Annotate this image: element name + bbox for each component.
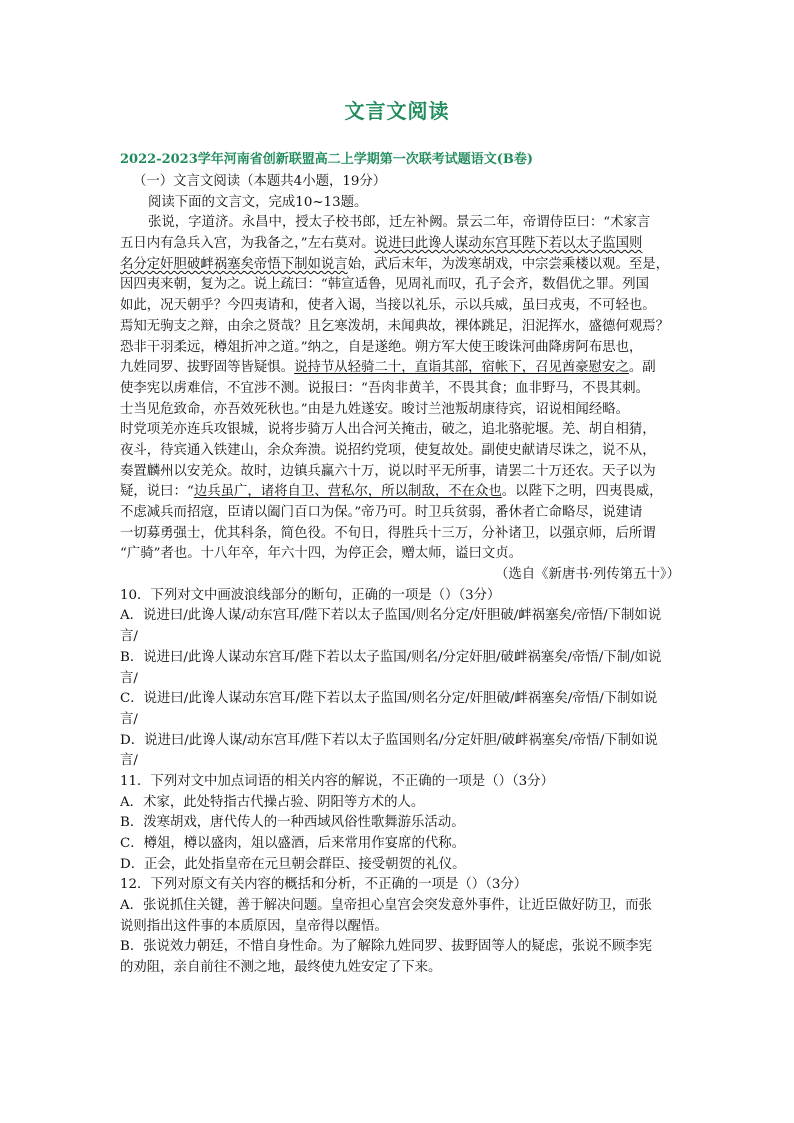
option-12-b-cont: 的劝阻，亲自前往不测之地，最终使九姓安定了下来。 (120, 960, 442, 976)
option-11-a: A．术家，此处特指古代操占验、阴阳等方术的人。 (120, 794, 425, 810)
option-10-b-cont: 言/ (120, 670, 138, 686)
passage-text: 疑，说曰：“ (120, 484, 194, 500)
passage-line (120, 358, 680, 379)
option-10-b: B．说进曰/此谗人谋动东宫耳/陛下若以太子监国/则名/分定奸胆/破衅祸塞矣/帝悟/下制/如说 (120, 649, 662, 665)
option-12-a: A．张说抓住关键，善于解决问题。皇帝担心皇宫会突发意外事件，让近臣做好防卫，而张 (120, 898, 652, 914)
passage-line: 因四夷来朝，复为之。说上疏曰：“韩宣适鲁，见周礼而叹，孔子会齐，数倡优之罪。列国 (120, 277, 650, 293)
underlined-text: 说持节从轻骑二十，直诣其部，宿帐下，召见酋豪慰安之 (294, 360, 629, 376)
passage-line (120, 255, 680, 276)
passage-line (120, 482, 680, 503)
option-10-c: C．说进曰/此谗人谋动东宫耳/陛下若以太子监国/则名分定/奸胆破/衅祸塞矣/帝悟/下制如说 (120, 691, 658, 707)
passage-line: 一切募勇强士，优其科条，简色役。不旬日，得胜兵十三万，分补诸卫，以强京师，后所谓 (120, 525, 656, 541)
passage-line: “广骑”者也。十八年卒，年六十四，为停正会，赠太师，谥曰文贞。 (120, 546, 523, 562)
option-11-b: B．泼寒胡戏，唐代传人的一种西域风俗性歌舞游乐活动。 (120, 815, 465, 831)
passage-line: 如此，况天朝乎？今四夷请和，使者入谒，当接以礼乐，示以兵威，虽曰戎夷，不可轻也。 (120, 298, 656, 314)
passage-line: 恐非干羽柔远，樽俎折冲之道。”纳之，自是遂绝。朔方军大使王晙诛河曲降虏阿布思也， (120, 339, 643, 355)
passage-text: 五日内有急兵入宫，为我备之，”左右莫对。 (120, 236, 375, 252)
passage-text: 。副 (628, 360, 656, 376)
passage-line: 士当见危致命，亦吾效死秋也。”由是九姓遂安。晙讨兰池叛胡康待宾，诏说相闻经略。 (120, 401, 629, 417)
option-11-c: C．樽俎，樽以盛肉，俎以盛酒，后来常用作宴席的代称。 (120, 836, 466, 851)
passage-line: 夜斗，待宾通入铁建山，余众奔溃。说招约党项，使复故处。副使史献请尽诛之，说不从， (120, 442, 656, 458)
instruction: 阅读下面的文言文，完成10~13题。 (148, 194, 368, 210)
passage-line: 使李宪以虏难信，不宜涉不测。说报曰：“吾肉非黄羊，不畏其食；血非野马，不畏其刺。 (120, 380, 650, 396)
underlined-text: 边兵虽广，诸将自卫、营私尔，所以制敌，不在众也 (193, 484, 502, 500)
passage-text: 始，武后末年，为泼寒胡戏，中宗尝乘楼以观。至是， (347, 256, 670, 272)
passage-line: 时党项羌亦连兵攻银城，说将步骑万人出合河关掩击，破之，追北骆驼堰。羌、胡自相猜， (120, 422, 656, 438)
page-title: 文言文阅读 (344, 99, 450, 123)
option-10-a-cont: 言/ (120, 629, 138, 645)
option-10-c-cont: 言/ (120, 711, 138, 727)
passage-text: 。以陛下之明，四夷畏威， (501, 484, 663, 500)
document-body (120, 172, 680, 979)
option-10-d-cont: 言/ (120, 753, 138, 769)
exam-source: 2022-2023学年河南省创新联盟高二上学期第一次联考试题语文(B卷) (120, 152, 534, 167)
question-12: 12．下列对原文有关内容的概括和分析，不正确的一项是（）（3分） (120, 877, 528, 893)
option-12-a-cont: 说则指出这件事的本质原因，皇帝得以醒悟。 (120, 918, 388, 934)
passage-text: 九姓同罗、拔野固等皆疑惧。 (120, 360, 295, 376)
option-10-a: A．说进曰/此谗人谋/动东宫耳/陛下若以太子监国/则名分定/奸胆破/衅祸塞矣/帝悟/下制如说 (120, 608, 662, 624)
passage-line: 焉知无驹支之辩，由余之贤哉？且乞寒泼胡，未闻典故，裸体跳足，汨泥挥水，盛德何观焉？ (120, 318, 670, 334)
wavy-underlined-text: 说进曰此谗人谋动东宫耳陛下若以太子监国则 (374, 236, 643, 252)
passage-attribution: （选自《新唐书·列传第五十》） (494, 567, 680, 583)
wavy-underlined-text: 名分定奸胆破衅祸塞矣帝悟下制如说言 (120, 256, 348, 272)
passage-line (120, 234, 680, 255)
option-10-d: D．说进曰/此谗人谋/动东宫耳/陛下若以太子监国则名/分定奸胆/破衅祸塞矣/帝悟/下制如说 (120, 732, 658, 748)
option-11-d: D．正会，此处指皇帝在元旦朝会群臣、接受朝贺的礼仪。 (120, 856, 466, 872)
passage-line: 张说，字道济。永昌中，授太子校书郎，迁左补阙。景云二年，帝谓侍臣曰：“术家言 (148, 215, 651, 231)
section-heading: （一）文言文阅读（本题共4小题，19分） (133, 174, 387, 189)
passage-line: 不虑减兵而招寇，臣请以阖门百口为保。”帝乃可。时卫兵贫弱，番休者亡命略尽，说建请 (120, 505, 643, 520)
passage-line: 奏置麟州以安羌众。故时，边镇兵赢六十万，说以时平无所事，请罢二十万还农。天子以为 (120, 463, 656, 479)
question-10: 10．下列对文中画波浪线部分的断句，正确的一项是（）（3分） (120, 587, 501, 603)
option-12-b: B．张说效力朝廷，不惜自身性命。为了解除九姓同罗、拔野固等人的疑虑，张说不顾李宪 (120, 939, 653, 955)
question-11: 11．下列对文中加点词语的相关内容的解说，不正确的一项是（）（3分） (120, 773, 554, 789)
